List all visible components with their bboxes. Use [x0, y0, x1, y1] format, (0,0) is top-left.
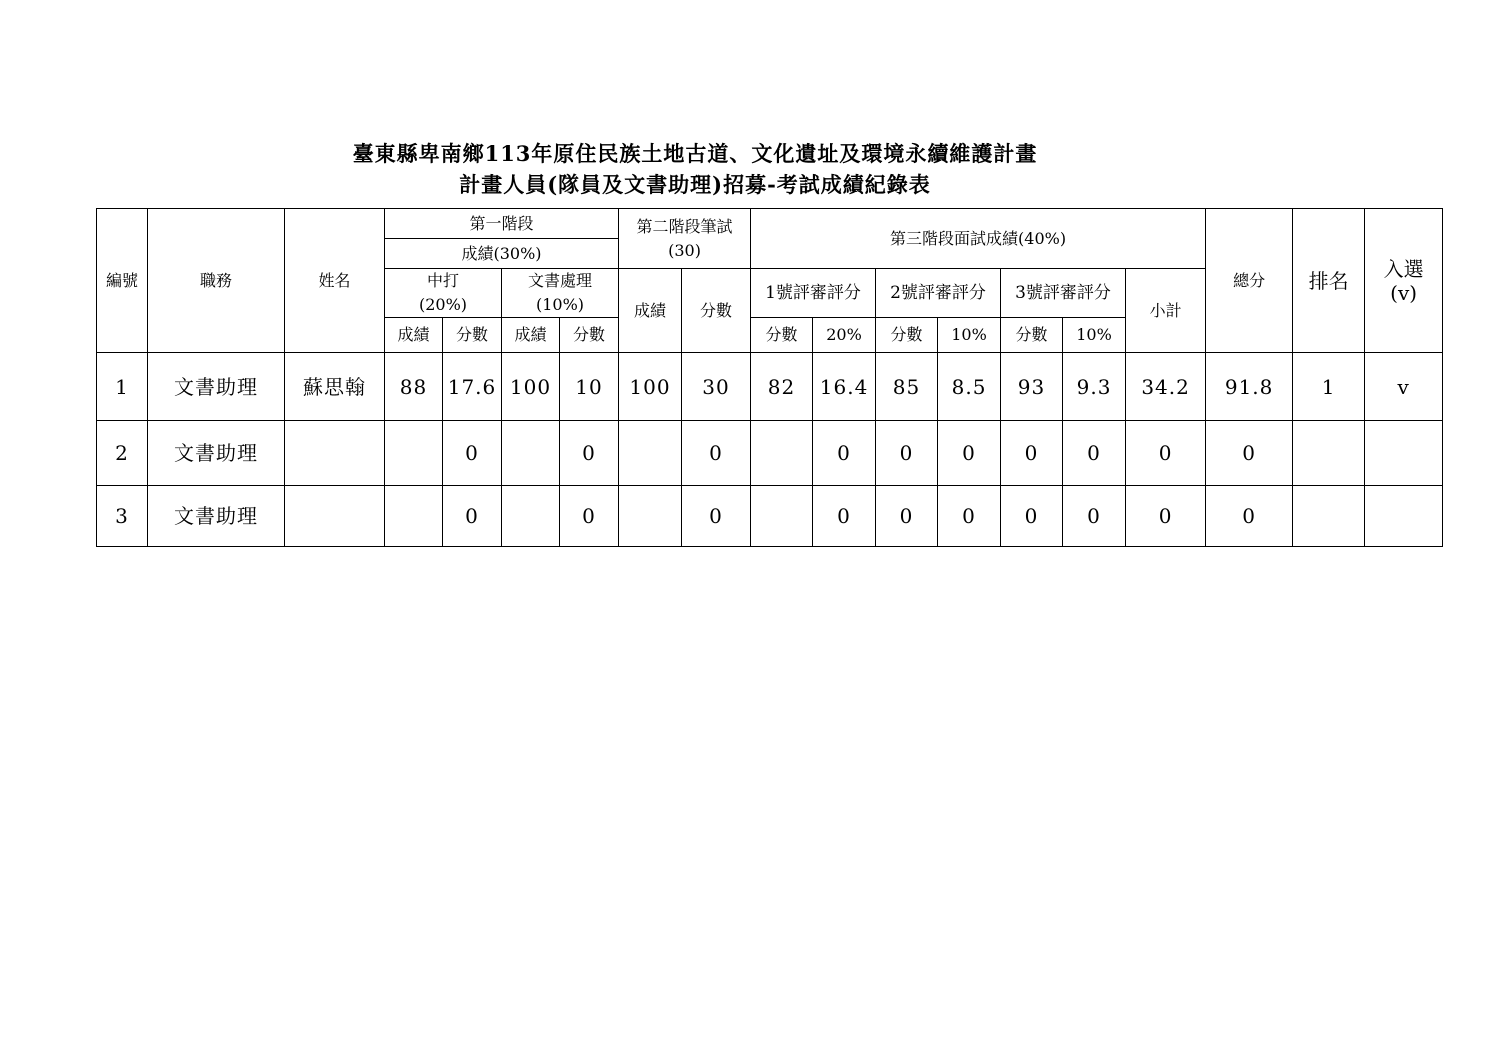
header-selected-mark: (v) — [1390, 280, 1418, 305]
header-typing — [385, 269, 502, 318]
table-row — [97, 353, 1443, 421]
header-written-grade: 成績 — [619, 269, 682, 353]
header-judge1: 1號評審評分 — [751, 269, 876, 318]
cell-j3-weighted: 9.3 — [1063, 353, 1126, 421]
cell-j3-score: 0 — [1001, 486, 1063, 547]
header-stage1: 第一階段 — [385, 209, 619, 239]
cell-typing-grade — [385, 486, 443, 547]
cell-total: 91.8 — [1206, 353, 1293, 421]
table-row — [97, 421, 1443, 486]
header-judge3: 3號評審評分 — [1001, 269, 1126, 318]
cell-subtotal: 0 — [1126, 421, 1206, 486]
header-doc-score: 分數 — [560, 318, 619, 353]
cell-written-grade: 100 — [619, 353, 682, 421]
header-written-score: 分數 — [682, 269, 751, 353]
cell-written-score: 30 — [682, 353, 751, 421]
cell-subtotal: 0 — [1126, 486, 1206, 547]
cell-total: 0 — [1206, 486, 1293, 547]
header-docproc-label: 文書處理 — [528, 271, 593, 290]
header-number: 編號 — [97, 209, 148, 353]
cell-j2-weighted: 0 — [938, 486, 1001, 547]
header-typing-pct: (20%) — [418, 295, 468, 314]
score-table — [96, 208, 1443, 547]
header-name: 姓名 — [285, 209, 385, 353]
cell-doc-score: 10 — [560, 353, 619, 421]
cell-typing-grade — [385, 421, 443, 486]
header-typing-score: 分數 — [443, 318, 502, 353]
cell-subtotal: 34.2 — [1126, 353, 1206, 421]
cell-position: 文書助理 — [148, 421, 285, 486]
cell-j1-score: 82 — [751, 353, 813, 421]
header-stage1-grade: 成績(30%) — [385, 239, 619, 269]
document-title: 臺東縣卑南鄉113年原住民族土地古道、文化遺址及環境永續維護計畫 — [352, 141, 1038, 166]
cell-name — [285, 486, 385, 547]
table-row — [97, 486, 1443, 547]
cell-rank — [1293, 421, 1365, 486]
cell-no: 2 — [97, 421, 148, 486]
header-j1-pct: 20% — [813, 318, 876, 353]
document-subtitle: 計畫人員(隊員及文書助理)招募-考試成績紀錄表 — [459, 172, 931, 197]
header-typing-grade: 成績 — [385, 318, 443, 353]
cell-rank: 1 — [1293, 353, 1365, 421]
cell-j2-weighted: 0 — [938, 421, 1001, 486]
header-rank: 排名 — [1293, 209, 1365, 353]
header-position: 職務 — [148, 209, 285, 353]
cell-j2-score: 0 — [876, 421, 938, 486]
cell-j2-score: 85 — [876, 353, 938, 421]
cell-doc-score: 0 — [560, 421, 619, 486]
header-total: 總分 — [1206, 209, 1293, 353]
cell-j1-score — [751, 421, 813, 486]
cell-selected — [1365, 421, 1443, 486]
cell-rank — [1293, 486, 1365, 547]
cell-name: 蘇思翰 — [285, 353, 385, 421]
cell-j3-weighted: 0 — [1063, 486, 1126, 547]
header-j3-score: 分數 — [1001, 318, 1063, 353]
cell-j1-score — [751, 486, 813, 547]
cell-selected: v — [1365, 353, 1443, 421]
header-j1-score: 分數 — [751, 318, 813, 353]
header-stage2-pct: (30) — [668, 240, 701, 260]
cell-doc-grade — [502, 421, 560, 486]
cell-j3-weighted: 0 — [1063, 421, 1126, 486]
header-selected — [1365, 209, 1443, 353]
header-j2-score: 分數 — [876, 318, 938, 353]
cell-position: 文書助理 — [148, 353, 285, 421]
cell-typing-grade: 88 — [385, 353, 443, 421]
cell-doc-score: 0 — [560, 486, 619, 547]
cell-j3-score: 0 — [1001, 421, 1063, 486]
cell-typing-score: 0 — [443, 486, 502, 547]
cell-doc-grade: 100 — [502, 353, 560, 421]
cell-j2-score: 0 — [876, 486, 938, 547]
cell-typing-score: 17.6 — [443, 353, 502, 421]
cell-j2-weighted: 8.5 — [938, 353, 1001, 421]
cell-total: 0 — [1206, 421, 1293, 486]
header-selected-label: 入選 — [1383, 256, 1424, 281]
cell-written-grade — [619, 421, 682, 486]
header-stage2-label: 第二階段筆試 — [636, 216, 733, 236]
cell-typing-score: 0 — [443, 421, 502, 486]
cell-j3-score: 93 — [1001, 353, 1063, 421]
cell-selected — [1365, 486, 1443, 547]
cell-written-score: 0 — [682, 486, 751, 547]
cell-written-grade — [619, 486, 682, 547]
cell-position: 文書助理 — [148, 486, 285, 547]
cell-j1-weighted: 16.4 — [813, 353, 876, 421]
cell-j1-weighted: 0 — [813, 421, 876, 486]
header-typing-label: 中打 — [426, 271, 459, 290]
cell-j1-weighted: 0 — [813, 486, 876, 547]
header-j3-pct: 10% — [1063, 318, 1126, 353]
cell-doc-grade — [502, 486, 560, 547]
cell-no: 1 — [97, 353, 148, 421]
header-judge2: 2號評審評分 — [876, 269, 1001, 318]
cell-no: 3 — [97, 486, 148, 547]
header-j2-pct: 10% — [938, 318, 1001, 353]
header-docproc-pct: (10%) — [535, 295, 585, 314]
header-doc-grade: 成績 — [502, 318, 560, 353]
header-docproc — [502, 269, 619, 318]
header-stage2 — [619, 209, 751, 269]
cell-name — [285, 421, 385, 486]
header-subtotal: 小計 — [1126, 269, 1206, 353]
cell-written-score: 0 — [682, 421, 751, 486]
header-stage3: 第三階段面試成績(40%) — [751, 209, 1206, 269]
